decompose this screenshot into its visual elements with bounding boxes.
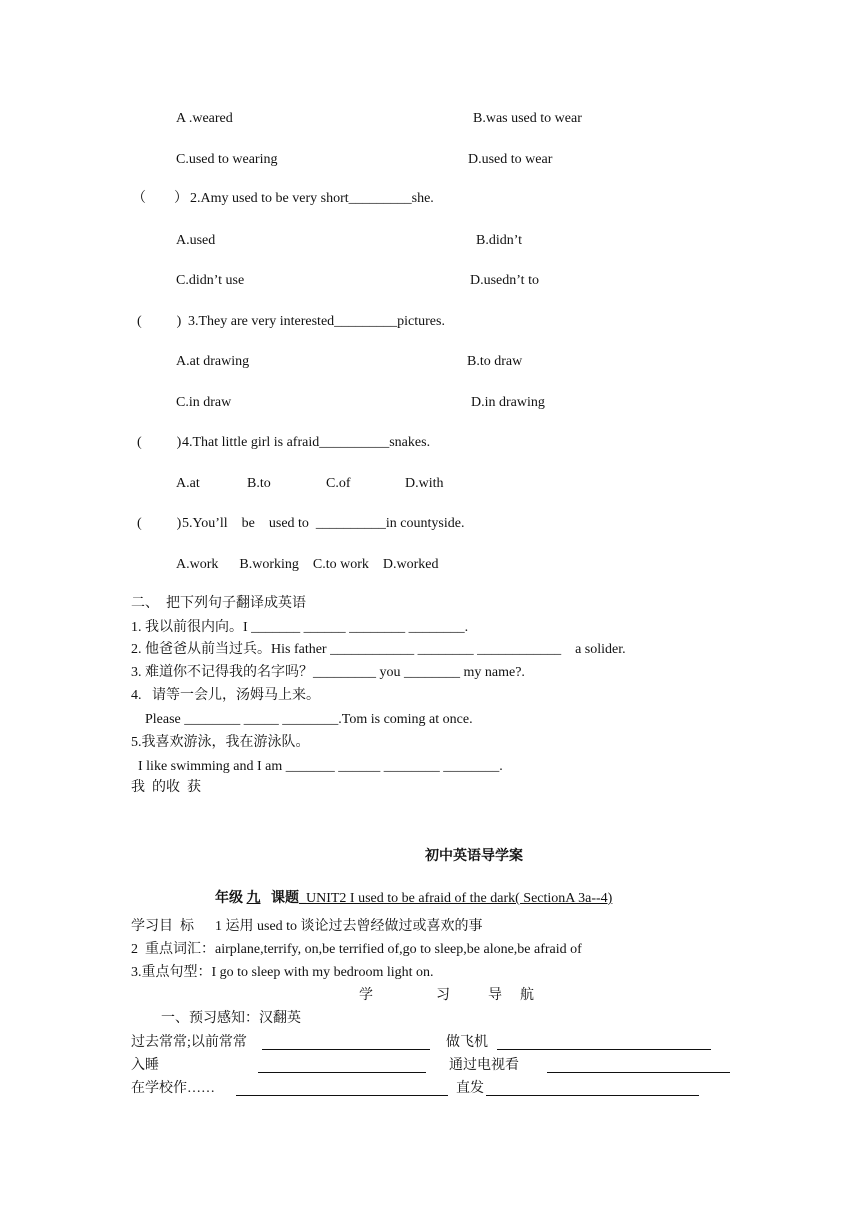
my-gains-heading: 我 的收 获 <box>131 780 201 795</box>
vocab-5-blank[interactable] <box>236 1095 448 1096</box>
vocab-1-label: 过去常常;以前常常 <box>131 1035 247 1050</box>
translate-sentence-2: 2. 他爸爸从前当过兵。His father ____________ ________ ____________ a solider. <box>131 642 626 657</box>
q4-option-b: B.to <box>247 476 271 491</box>
translate-sentence-1: 1. 我以前很内向。I _______ ______ ________ ________. <box>131 620 469 635</box>
q3-option-c: C.in draw <box>176 395 232 410</box>
q1-option-c: C.used to wearing <box>176 152 278 167</box>
guide-char-2: 习 <box>436 988 450 1003</box>
vocab-4-blank[interactable] <box>547 1072 730 1073</box>
vocab-1-blank[interactable] <box>262 1049 430 1050</box>
q5-bracket: ( ) <box>137 516 182 531</box>
learning-goal-2: 2 重点词汇：airplane,terrify, on,be terrified of,go to sleep,be alone,be afraid of <box>131 942 582 957</box>
translate-sentence-5: 5.我喜欢游泳，我在游泳队。 <box>131 735 310 750</box>
q3-option-a: A.at drawing <box>176 354 250 369</box>
guide-char-3: 导 <box>488 988 502 1003</box>
q3-bracket: ( ) <box>137 314 182 329</box>
grade-value: 九 <box>246 891 261 906</box>
translate-sentence-4-en: Please ________ _____ ________.Tom is coming at once. <box>145 712 473 727</box>
q4-option-d: D.with <box>405 476 444 491</box>
vocab-6-blank[interactable] <box>486 1095 699 1096</box>
q2-option-b: B.didn’t <box>476 233 523 248</box>
grade-topic-line <box>208 872 612 908</box>
q2-option-d: D.usedn’t to <box>470 273 539 288</box>
q5-text: 5.You’ll be used to __________in countyside. <box>182 516 465 531</box>
q3-option-b: B.to draw <box>467 354 523 369</box>
q5-options: A.work B.working C.to work D.worked <box>176 557 439 572</box>
guide-char-1: 学 <box>359 988 373 1003</box>
q4-option-c: C.of <box>326 476 351 491</box>
vocab-6-label: 直发 <box>456 1081 484 1096</box>
vocab-4-label: 通过电视看 <box>449 1058 519 1073</box>
preview-heading: 一、预习感知：汉翻英 <box>161 1011 301 1026</box>
vocab-5-label: 在学校作…… <box>131 1081 215 1096</box>
topic-value: _UNIT2 I used to be afraid of the dark( SectionA 3a--4) <box>299 891 613 906</box>
q1-option-d: D.used to wear <box>468 152 553 167</box>
translate-sentence-5-en: I like swimming and I am _______ ______ ________ ________. <box>138 759 503 774</box>
q1-option-b: B.was used to wear <box>473 111 582 126</box>
vocab-2-label: 做飞机 <box>446 1035 488 1050</box>
translate-sentence-3: 3. 难道你不记得我的名字吗？_________ you ________ my name?. <box>131 665 525 680</box>
q2-bracket: （ ） <box>132 191 188 206</box>
q4-option-a: A.at <box>176 476 200 491</box>
vocab-3-blank[interactable] <box>258 1072 426 1073</box>
q2-text: 2.Amy used to be very short_________she. <box>190 191 434 206</box>
section2-title: 二、 把下列句子翻译成英语 <box>131 596 306 611</box>
vocab-3-label: 入睡 <box>131 1058 159 1073</box>
q2-option-c: C.didn’t use <box>176 273 245 288</box>
vocab-2-blank[interactable] <box>497 1049 711 1050</box>
topic-label: 课题 <box>271 891 299 906</box>
q4-text: 4.That little girl is afraid__________snakes. <box>182 435 431 450</box>
learning-goal-3: 3.重点句型：I go to sleep with my bedroom light on. <box>131 965 434 980</box>
translate-sentence-4: 4. 请等一会儿，汤姆马上来。 <box>131 688 320 703</box>
q3-option-d: D.in drawing <box>471 395 545 410</box>
guide-char-4: 航 <box>520 988 534 1003</box>
q4-bracket: ( ) <box>137 435 182 450</box>
grade-label: 年级 <box>215 891 243 906</box>
learning-goal-1: 学习目 标 1 运用 used to 谈论过去曾经做过或喜欢的事 <box>131 919 483 934</box>
q2-option-a: A.used <box>176 233 216 248</box>
q1-option-a: A .weared <box>176 111 233 126</box>
q3-text: 3.They are very interested_________pictures. <box>188 314 445 329</box>
handout-title: 初中英语导学案 <box>425 849 523 864</box>
